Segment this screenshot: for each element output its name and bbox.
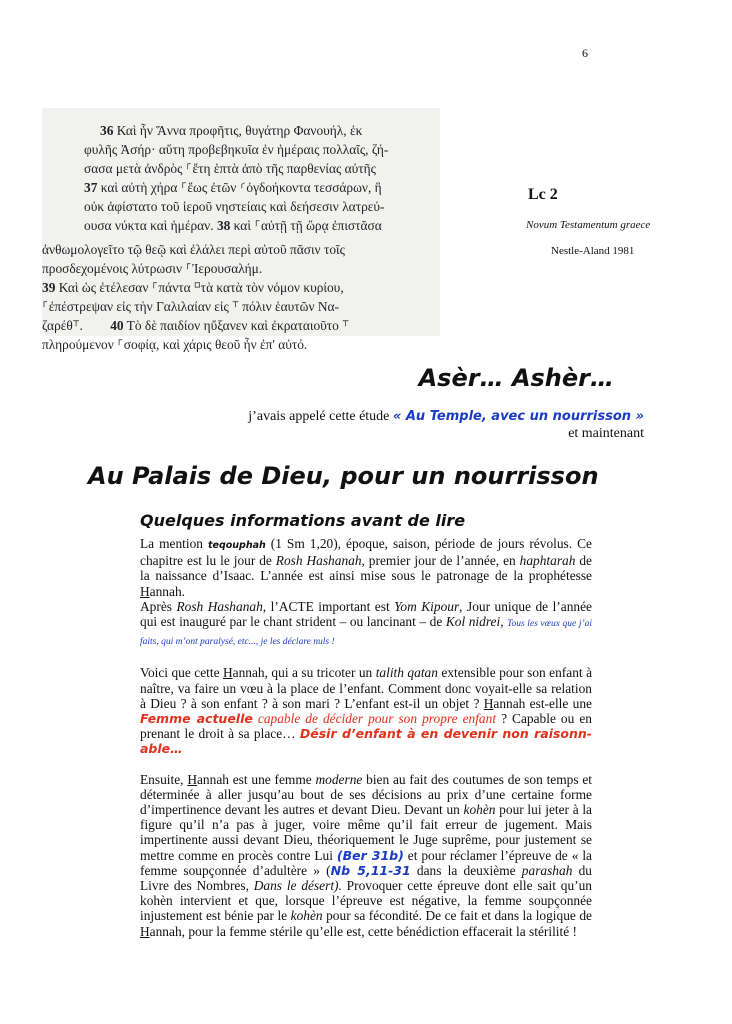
greek-line: οὐκ ἀφίστατο τοῦ ἱεροῦ νηστείαις καὶ δεήσεσιν λατρεύ- [84,199,385,214]
greek-line: ουσα νύκτα καὶ ἡμέραν. 38 καὶ ⸀αὐτῇ τῇ ὥρᾳ ἐπιστᾶσα [84,218,382,233]
paragraph: Voici que cette Hannah, qui a su tricoter un talith qatan extensible pour son enfant à naître, va faire un vœu à la place de l’enfant. Comment donc voyait-elle sa relation à Dieu ? à son enfant ? à son mari ? L’enfant est-il un objet ? Hannah est-elle une Femme actuelle capable de décider pour son propre enfant ? Capable ou en prenant le droit à sa place… Désir d’enfant à en devenir non raisonn-able… [140,665,593,757]
greek-line: 36 Καὶ ἦν Ἅννα προφῆτις, θυγάτηρ Φανουήλ, ἐκ [100,123,363,138]
main-title: Au Palais de Dieu, pour un nourrisson [88,462,599,490]
edition-source: Nestle-Aland 1981 [551,245,635,257]
page-number: 6 [582,46,588,60]
greek-line: 37 καὶ αὐτὴ χήρα ⸀ἕως ἐτῶν ⸂ὀγδοήκοντα τεσσάρων, ἣ [84,180,382,195]
former-title: « Au Temple, avec un nourrisson » [392,409,644,424]
body-text [140,536,592,939]
greek-text-scan [42,108,440,352]
greek-line: προσδεχομένοις λύτρωσιν ⸀Ἰερουσαλήμ. [42,261,263,276]
greek-line: πληρούμενον ⸀σοφίᾳ, καὶ χάρις θεοῦ ἦν ἐπ' αὐτό. [42,337,308,352]
aser-title: Asèr… Ashèr… [418,364,614,392]
greek-line: ζαρέθ⸆. 40 Τὸ δὲ παιδίον ηὔξανεν καὶ ἐκραταιοῦτο ⸆ [42,318,349,333]
greek-line: σασα μετὰ ἀνδρὸς ⸀ἔτη ἑπτὰ ἀπὸ τῆς παρθενίας αὐτῆς [84,161,376,176]
paragraph: La mention teqouphah (1 Sm 1,20), époque, saison, période de jours révolus. Ce chapitre est lu le jour de Rosh Hashanah, premier jour de l’année, en haphtarah de la naissance d’Isaac. L’année est ainsi mise sous le patronage de la prophétesse Hannah. [140,536,592,599]
chapter-reference: Lc 2 [528,186,558,203]
greek-line: 39 Καὶ ὡς ἐτέλεσαν ⸀πάντα ⸋τὰ κατὰ τὸν νόμον κυρίου, [42,280,344,295]
edition-title: Novum Testamentum graece [526,219,651,231]
greek-line: ⸀ἐπέστρεψαν εἰς τὴν Γαλιλαίαν εἰς ⸆ πόλιν ἑαυτῶν Να- [42,299,340,314]
greek-line: ἀνθωμολογεῖτο τῷ θεῷ καὶ ἐλάλει περὶ αὐτοῦ πᾶσιν τοῖς [42,242,345,257]
section-heading: Quelques informations avant de lire [140,511,466,530]
paragraph: Après Rosh Hashanah, l’ACTE important est Yom Kipour, Jour unique de l’année qui est inauguré par le chant strident – ou lancinant – de Kol nidrei, Tous les vœux que j’ai faits, qui m’ont paralysé, etc..., je les déclare nuls ! [140,598,593,648]
greek-line: φυλῆς Ἀσήρ· αὕτη προβεβηκυῖα ἐν ἡμέραις πολλαῖς, ζή- [84,142,389,157]
paragraph: Ensuite, Hannah est une femme moderne bien au fait des coutumes de son temps et déterminée à aller jusqu’au bout de ses décisions au prix d’une certaine forme d’impertinence devant les autres et devant Dieu. Devant un kohèn pour lui jeter à la figure qu’il n’a pas à juger, voire même qu’il fait erreur de jugement. Mais impertinente aussi devant Dieu, théoriquement le Juge suprême, pour justement se mettre comme en procès contre Lui (Ber 31b) et pour réclamer l’épreuve de « la femme soupçonnée d’adultère » (Nb 5,11-31 dans la deuxième parashah du Livre des Nombres, Dans le désert). Provoquer cette épreuve dont elle sait qu’un kohèn intervient et que, lorsque l’épreuve est négative, la femme soupçonnée injustement est bénie par le kohèn pour sa fécondité. De ce fait et dans la logique de Hannah, pour la femme stérile qu’elle est, cette bénédiction effacerait la stérilité ! [140,771,593,939]
intro-line: j’avais appelé cette étude « Au Temple, avec un nourrisson » et maintenant [248,409,644,441]
